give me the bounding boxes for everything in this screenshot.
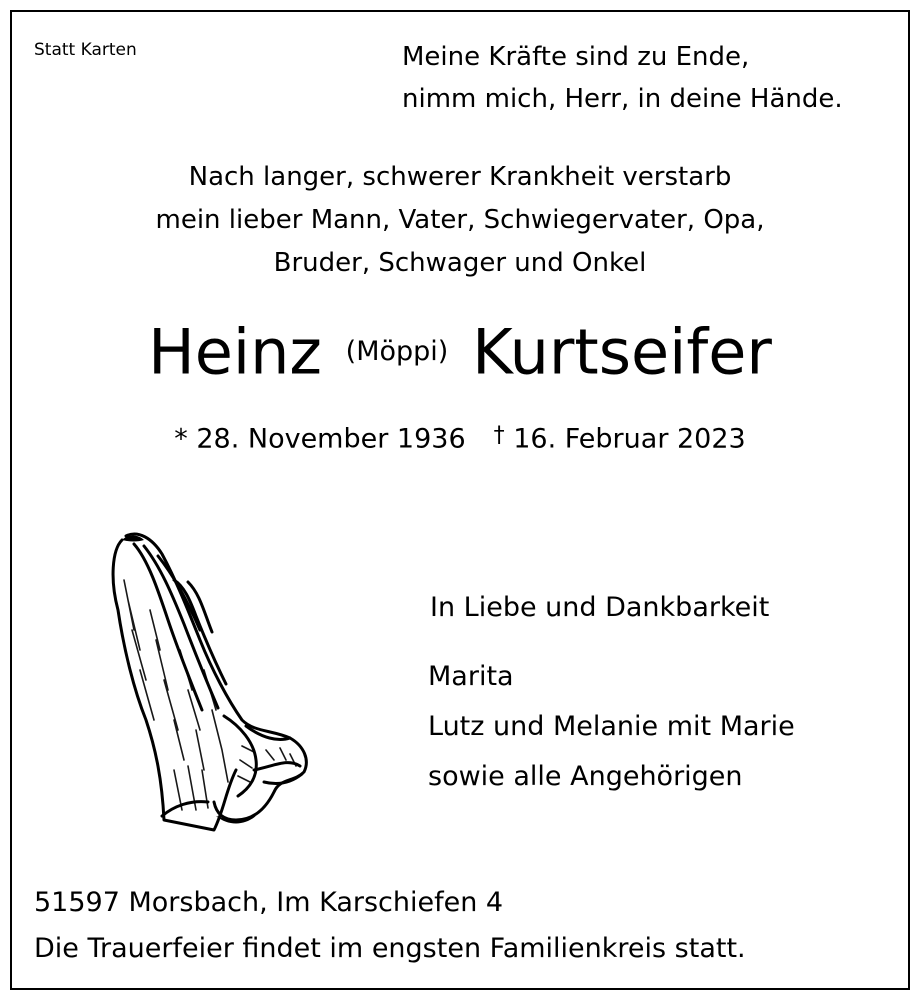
- quote-line-1: Meine Kräfte sind zu Ende,: [402, 42, 750, 72]
- deceased-name: [12, 314, 908, 391]
- birth-date: 28. November 1936: [196, 423, 466, 455]
- nickname: (Möppi): [345, 336, 449, 367]
- mourner-names: [428, 652, 795, 802]
- last-name: Kurtseifer: [472, 315, 772, 389]
- intro-line-2: mein lieber Mann, Vater, Schwiegervater, Opa,: [155, 205, 765, 235]
- mourner-name: Marita: [428, 661, 514, 692]
- intro-text: [12, 156, 908, 285]
- address-line: 51597 Morsbach, Im Karschiefen 4: [34, 887, 504, 918]
- quote-line-2: nimm mich, Herr, in deine Hände.: [402, 84, 843, 114]
- praying-hands-icon: [104, 520, 314, 840]
- ceremony-line: Die Trauerfeier findet im engsten Familienkreis statt.: [34, 933, 746, 964]
- footer: [34, 880, 746, 972]
- thanks-line: In Liebe und Dankbarkeit: [430, 592, 770, 623]
- quote: [402, 36, 843, 120]
- intro-line-3: Bruder, Schwager und Onkel: [273, 248, 647, 278]
- mourner-name: Lutz und Melanie mit Marie: [428, 711, 795, 742]
- death-symbol: †: [493, 423, 505, 448]
- mourner-name: sowie alle Angehörigen: [428, 761, 743, 792]
- birth-symbol: *: [174, 423, 188, 455]
- life-dates: [12, 414, 908, 462]
- intro-line-1: Nach langer, schwerer Krankheit verstarb: [188, 162, 732, 192]
- death-date: 16. Februar 2023: [513, 423, 746, 455]
- obituary-notice: [10, 10, 910, 990]
- statt-karten-label: Statt Karten: [34, 40, 137, 60]
- first-name: Heinz: [148, 315, 322, 389]
